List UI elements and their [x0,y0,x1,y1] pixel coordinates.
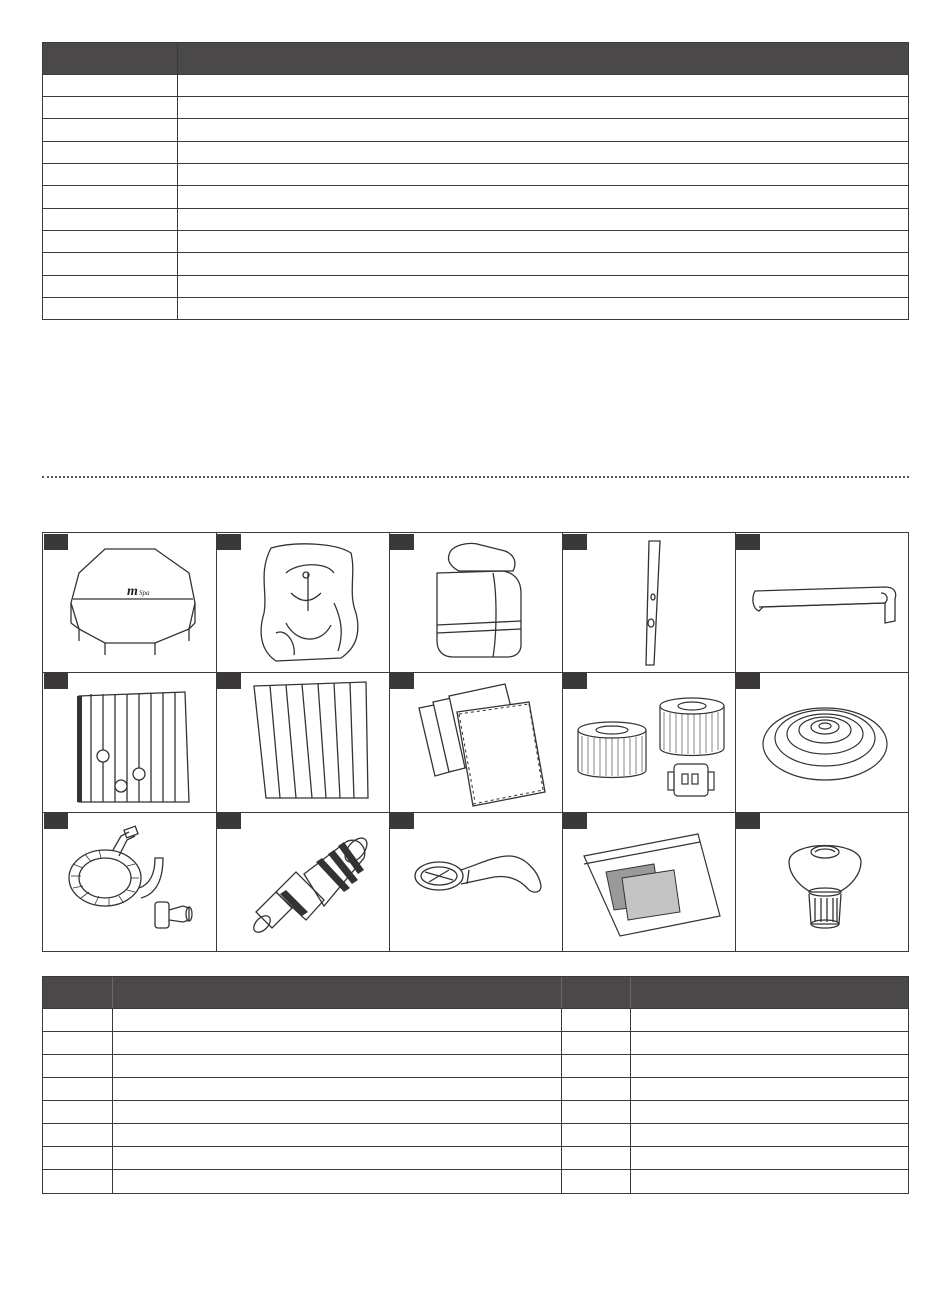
section-divider [42,476,909,478]
parts-table-header [43,977,908,1008]
part-cell [43,672,216,812]
part-cell [216,812,389,951]
repair-patch-kit-icon [562,812,735,951]
part-cell [562,672,735,812]
part-cell [562,812,735,951]
part-cell [43,533,216,672]
parts-grid [42,532,909,952]
spec-table-header [43,43,908,74]
cover-clip-strip-icon [735,533,908,672]
table-row [43,141,908,164]
part-cell [562,533,735,672]
table-row [43,1146,908,1170]
interlocking-floor-mats-icon [389,672,562,812]
part-cell [216,672,389,812]
handheld-skimmer-net-icon [389,812,562,951]
table-row [43,1077,908,1101]
part-cell [216,533,389,672]
parts-table-header-divider [112,977,113,1008]
part-cell [735,533,908,672]
spa-wall-panel-icon [216,672,389,812]
parts-table [42,976,909,1194]
spa-protective-cover-icon [216,533,389,672]
part-cell [389,533,562,672]
inflation-hose-adapter-icon [216,812,389,951]
table-row [43,1100,908,1124]
filter-cartridges-icon [562,672,735,812]
svg-text:m: m [127,584,138,599]
table-row [43,74,908,97]
part-cell [735,812,908,951]
table-row [43,252,908,275]
spa-wall-panel-with-outlets-icon [43,672,216,812]
part-cell [389,812,562,951]
support-pole-icon [562,533,735,672]
table-row [43,96,908,119]
hose-and-connector-icon [43,812,216,951]
svg-text:Spa: Spa [139,589,150,597]
spec-table [42,42,909,320]
table-row [43,118,908,141]
table-row [43,230,908,253]
table-row [43,1054,908,1078]
table-row [43,297,908,320]
part-cell [735,672,908,812]
pump-control-unit-icon [389,533,562,672]
octagonal-spa-lid-icon [43,533,216,672]
table-row [43,1008,908,1032]
table-row [43,1031,908,1055]
part-cell [43,812,216,951]
table-row [43,185,908,208]
table-row [43,275,908,298]
table-row [43,208,908,231]
table-row [43,1123,908,1147]
table-row [43,1169,908,1194]
parts-table-header-divider [561,977,562,1008]
part-cell [389,672,562,812]
parts-table-header-divider [630,977,631,1008]
ground-mat-disc-icon [735,672,908,812]
floating-chemical-dispenser-icon [735,812,908,951]
table-row [43,163,908,186]
